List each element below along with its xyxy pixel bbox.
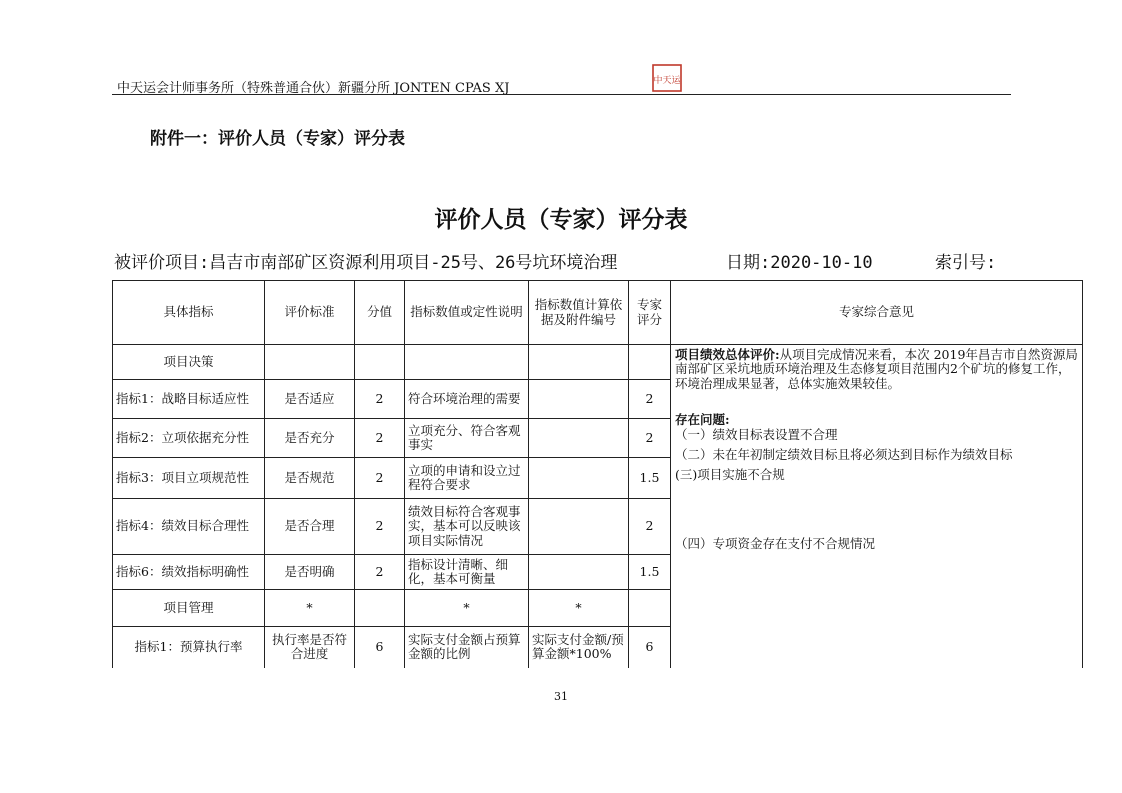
- row-basis: [529, 555, 629, 590]
- issue-item: （一）绩效目标表设置不合理: [675, 426, 838, 442]
- row-points: [355, 590, 405, 627]
- row-points: 2: [355, 458, 405, 499]
- table-header-row: [113, 281, 1083, 345]
- row-explanation: 符合环境治理的需要: [405, 380, 529, 419]
- row-explanation: 绩效目标符合客观事实，基本可以反映该项目实际情况: [405, 499, 529, 555]
- header-indicator: 具体指标: [113, 281, 265, 345]
- overall-evaluation-text: 从项目完成情况来看，本次 2019年昌吉市自然资源局南部矿区采坑地质环境治理及生态修复项目范围内2个矿坑的修复工作，环境治理成果显著，总体实施效果较佳。: [675, 347, 1078, 391]
- firm-logo-seal: [652, 64, 682, 92]
- issues-label: 存在问题:: [675, 412, 730, 428]
- row-basis: 实际支付金额/预算金额*100%: [529, 627, 629, 668]
- header-opinion: 专家综合意见: [671, 281, 1083, 345]
- table-row: [113, 345, 1083, 380]
- row-points: 2: [355, 555, 405, 590]
- evaluation-date: 日期:2020-10-10: [726, 253, 873, 273]
- row-basis: [529, 345, 629, 380]
- page-number: 31: [554, 690, 568, 703]
- row-indicator: 指标3：项目立项规范性: [113, 458, 265, 499]
- issue-item: （二）未在年初制定绩效目标且将必须达到目标作为绩效目标: [675, 446, 1013, 462]
- header-basis: 指标数值计算依据及附件编号: [529, 281, 629, 345]
- row-explanation: *: [405, 590, 529, 627]
- row-indicator: 项目决策: [113, 345, 265, 380]
- row-indicator: 指标1：预算执行率: [113, 627, 265, 668]
- row-basis: [529, 419, 629, 458]
- project-name: 被评价项目:昌吉市南部矿区资源利用项目-25号、26号坑环境治理: [114, 253, 618, 273]
- row-points: 2: [355, 419, 405, 458]
- row-indicator: 指标2：立项依据充分性: [113, 419, 265, 458]
- row-explanation: 指标设计清晰、细化，基本可衡量: [405, 555, 529, 590]
- row-indicator: 指标1：战略目标适应性: [113, 380, 265, 419]
- row-standard: [265, 345, 355, 380]
- logo-text: 中天运: [653, 76, 681, 86]
- overall-evaluation-label: 项目绩效总体评价:: [675, 347, 780, 362]
- row-score: 2: [629, 499, 671, 555]
- row-points: 2: [355, 380, 405, 419]
- row-score: 1.5: [629, 458, 671, 499]
- row-explanation: 立项充分、符合客观事实: [405, 419, 529, 458]
- row-score: 2: [629, 419, 671, 458]
- row-explanation: [405, 345, 529, 380]
- document-title: 评价人员（专家）评分表: [434, 207, 688, 233]
- row-score: [629, 345, 671, 380]
- header-divider: [112, 94, 1011, 95]
- header-points: 分值: [355, 281, 405, 345]
- row-standard: *: [265, 590, 355, 627]
- firm-header: 中天运会计师事务所（特殊普通合伙）新疆分所 JONTEN CPAS XJ: [117, 81, 510, 96]
- row-standard: 执行率是否符合进度: [265, 627, 355, 668]
- row-score: [629, 590, 671, 627]
- row-standard: 是否合理: [265, 499, 355, 555]
- row-explanation: 实际支付金额占预算金额的比例: [405, 627, 529, 668]
- row-basis: *: [529, 590, 629, 627]
- row-indicator: 指标6：绩效指标明确性: [113, 555, 265, 590]
- header-standard: 评价标准: [265, 281, 355, 345]
- row-indicator: 指标4：绩效目标合理性: [113, 499, 265, 555]
- header-explanation: 指标数值或定性说明: [405, 281, 529, 345]
- issue-item: （四）专项资金存在支付不合规情况: [675, 535, 876, 551]
- row-score: 1.5: [629, 555, 671, 590]
- issue-item: (三)项目实施不合规: [675, 467, 785, 483]
- row-points: [355, 345, 405, 380]
- row-basis: [529, 458, 629, 499]
- attachment-title: 附件一：评价人员（专家）评分表: [150, 129, 405, 149]
- row-indicator: 项目管理: [113, 590, 265, 627]
- expert-opinion-cell: [671, 345, 1083, 668]
- header-expert-score: 专家评分: [629, 281, 671, 345]
- row-score: 6: [629, 627, 671, 668]
- row-score: 2: [629, 380, 671, 419]
- scoring-table: [112, 280, 1083, 668]
- row-standard: 是否规范: [265, 458, 355, 499]
- row-standard: 是否充分: [265, 419, 355, 458]
- row-basis: [529, 499, 629, 555]
- row-points: 6: [355, 627, 405, 668]
- row-standard: 是否明确: [265, 555, 355, 590]
- index-number: 索引号:: [935, 253, 997, 273]
- row-explanation: 立项的申请和设立过程符合要求: [405, 458, 529, 499]
- row-points: 2: [355, 499, 405, 555]
- row-basis: [529, 380, 629, 419]
- row-standard: 是否适应: [265, 380, 355, 419]
